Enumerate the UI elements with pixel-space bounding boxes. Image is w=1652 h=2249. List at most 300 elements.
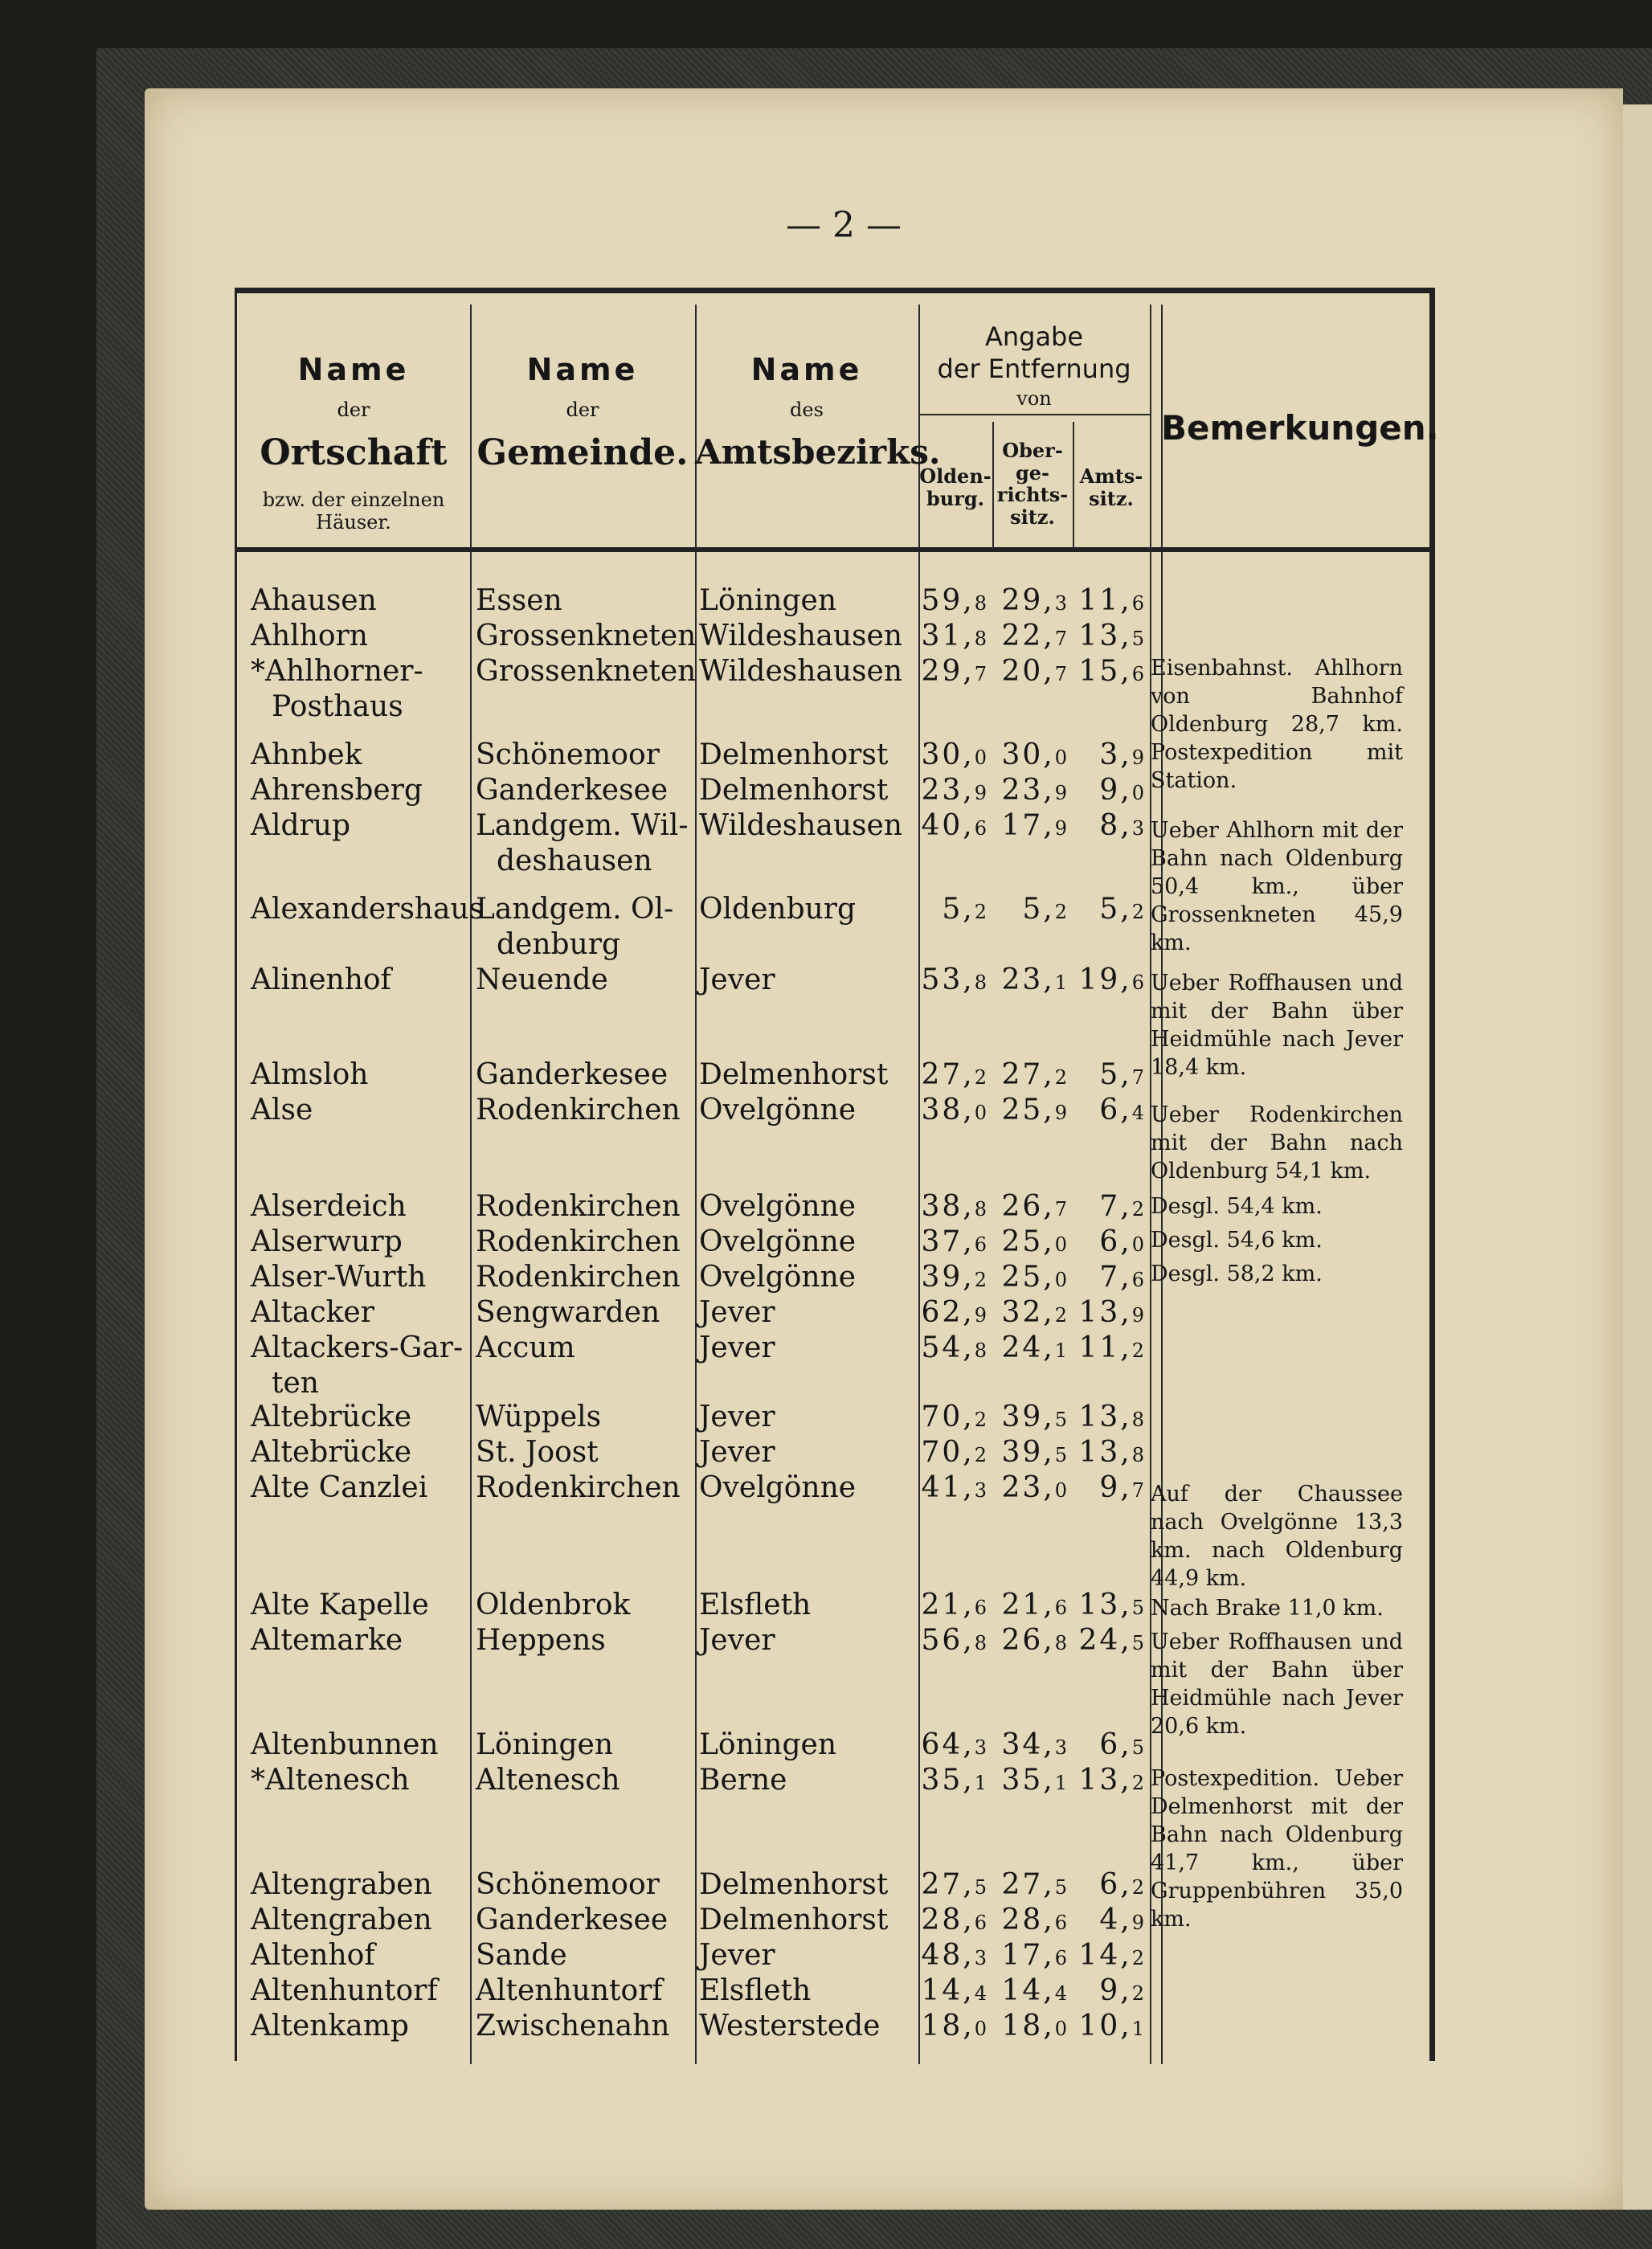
- distance-integer: 5,: [942, 893, 975, 926]
- distance-integer: 18,: [1001, 2010, 1055, 2043]
- distance-integer: 13,: [1078, 1436, 1132, 1469]
- amtsbezirk-cell: Elsfleth: [699, 1974, 812, 2007]
- distance-decimal: 1: [1131, 2018, 1144, 2040]
- ortschaft-cell: Altengraben: [251, 1903, 432, 1936]
- distance-decimal: 1: [1054, 1772, 1067, 1794]
- distance-integer: 39,: [1001, 1401, 1055, 1433]
- distance-integer: 6,: [1099, 1094, 1132, 1127]
- distance-integer: 41,: [921, 1471, 975, 1504]
- distance-decimal: 5: [1131, 1632, 1144, 1654]
- distance-decimal: 1: [1054, 971, 1067, 994]
- distance-decimal: 4: [1054, 1982, 1067, 2005]
- distance-decimal: 6: [1131, 663, 1144, 685]
- gemeinde-cell: Schönemoor: [476, 738, 660, 771]
- ortschaft-cell: *Altenesch: [251, 1764, 410, 1797]
- ortschaft-cell: Alexandershaus: [251, 893, 485, 926]
- distance-amtssitz-cell: [1032, 1435, 1144, 1473]
- distance-amtssitz-cell: [1032, 654, 1144, 692]
- distance-integer: 21,: [1001, 1589, 1055, 1621]
- remark-cell: Desgl. 58,2 km.: [1151, 1261, 1323, 1286]
- distance-decimal: 2: [974, 1444, 987, 1466]
- amtsbezirk-cell: Jever: [699, 1296, 775, 1329]
- gemeinde-cell: Zwischenahn: [476, 2010, 670, 2043]
- ortschaft-cell: Altengraben: [251, 1868, 432, 1901]
- gemeinde-cell: Sengwarden: [476, 1296, 660, 1329]
- distance-amtssitz-cell: [1032, 1903, 1144, 1940]
- amtsbezirk-cell: Jever: [699, 1401, 775, 1433]
- distance-integer: 70,: [921, 1401, 975, 1433]
- header-amt-des: des: [790, 399, 824, 421]
- gemeinde-cell: Schönemoor: [476, 1868, 660, 1901]
- distance-integer: 5,: [1022, 893, 1055, 926]
- distance-amtssitz-cell: [1032, 1093, 1144, 1131]
- distance-decimal: 2: [974, 1409, 987, 1431]
- distance-decimal: 2: [1054, 901, 1067, 923]
- distance-integer: 53,: [921, 963, 975, 996]
- distance-decimal: 7: [1054, 663, 1067, 685]
- gemeinde-cell: Grossenkneten: [476, 619, 697, 652]
- amtsbezirk-cell: Elsfleth: [699, 1589, 812, 1621]
- distance-amtssitz-cell: [1032, 1763, 1144, 1801]
- distance-integer: 27,: [921, 1868, 975, 1901]
- header-distance-line2: der Entfernung: [937, 354, 1131, 384]
- ortschaft-cell: Alser-Wurth: [251, 1261, 427, 1294]
- distance-amtssitz-cell: [1032, 1400, 1144, 1437]
- distance-integer: 14,: [1001, 1974, 1055, 2007]
- ortschaft-cell: Altebrücke: [251, 1436, 412, 1469]
- distance-integer: 26,: [1001, 1190, 1055, 1223]
- distance-decimal: 6: [974, 817, 987, 840]
- distance-decimal: 8: [974, 592, 987, 615]
- distance-decimal: 2: [1131, 901, 1144, 923]
- amtsbezirk-cell: Löningen: [699, 1728, 836, 1761]
- distance-decimal: 5: [974, 1876, 987, 1899]
- distance-integer: 24,: [1001, 1331, 1055, 1364]
- distance-integer: 70,: [921, 1436, 975, 1469]
- distance-integer: 28,: [1001, 1903, 1055, 1936]
- header-distance-von: von: [1016, 387, 1052, 410]
- distance-decimal: 5: [1131, 628, 1144, 650]
- distance-amtssitz-cell: [1032, 1938, 1144, 1976]
- distance-decimal: 0: [1054, 746, 1067, 769]
- distance-integer: 54,: [921, 1331, 975, 1364]
- distance-decimal: 9: [1054, 817, 1067, 840]
- amtsbezirk-cell: Ovelgönne: [699, 1471, 857, 1504]
- distance-decimal: 9: [1131, 746, 1144, 769]
- distance-integer: 5,: [1099, 1058, 1132, 1091]
- distance-integer: 6,: [1099, 1868, 1132, 1901]
- distance-decimal: 2: [1131, 1876, 1144, 1899]
- distance-integer: 27,: [1001, 1868, 1055, 1901]
- remark-cell: Desgl. 54,6 km.: [1151, 1228, 1323, 1253]
- distance-decimal: 4: [1131, 1102, 1144, 1124]
- distance-integer: 17,: [1001, 809, 1055, 842]
- amtsbezirk-cell: Jever: [699, 963, 775, 996]
- distance-decimal: 3: [974, 1479, 987, 1502]
- distance-integer: 32,: [1001, 1296, 1055, 1329]
- distance-integer: 26,: [1001, 1624, 1055, 1657]
- ortschaft-cell: Alte Kapelle: [251, 1589, 429, 1621]
- header-gemeinde-der: der: [566, 399, 599, 421]
- amtsbezirk-cell: Berne: [699, 1764, 787, 1797]
- distance-integer: 56,: [921, 1624, 975, 1657]
- distance-decimal: 6: [974, 1597, 987, 1619]
- distance-decimal: 8: [974, 1198, 987, 1221]
- distance-integer: 18,: [921, 2010, 975, 2043]
- distance-decimal: 5: [1054, 1876, 1067, 1899]
- distance-amtssitz-cell: [1032, 1470, 1144, 1508]
- distance-integer: 9,: [1099, 1471, 1132, 1504]
- distance-integer: 25,: [1001, 1225, 1055, 1258]
- distance-integer: 17,: [1001, 1939, 1055, 1972]
- gemeinde-cell: Rodenkirchen: [476, 1261, 681, 1294]
- distance-decimal: 7: [1054, 1198, 1067, 1221]
- distance-decimal: 0: [974, 1102, 987, 1124]
- distance-amtssitz-cell: [1032, 1331, 1144, 1368]
- distance-amtssitz-cell: [1032, 2009, 1144, 2047]
- header-distance-line1: Angabe: [984, 321, 1084, 352]
- distance-amtssitz-cell: [1032, 1225, 1144, 1262]
- distance-decimal: 0: [1054, 1233, 1067, 1256]
- distance-decimal: 9: [1054, 782, 1067, 804]
- distance-integer: 6,: [1099, 1728, 1132, 1761]
- ortschaft-cell: Aldrup: [251, 809, 350, 842]
- distance-integer: 23,: [1001, 1471, 1055, 1504]
- distance-amtssitz-cell: [1032, 1057, 1144, 1095]
- distance-decimal: 5: [1131, 1736, 1144, 1759]
- remark-cell: Desgl. 54,4 km.: [1151, 1194, 1323, 1219]
- gemeinde-cell-continued: deshausen: [497, 844, 652, 877]
- distance-decimal: 2: [1131, 1339, 1144, 1362]
- distance-integer: 38,: [921, 1094, 975, 1127]
- gemeinde-cell: Altenhuntorf: [476, 1974, 663, 2007]
- amtsbezirk-cell: Wildeshausen: [699, 809, 903, 842]
- ortschaft-cell: Ahlhorn: [251, 619, 368, 652]
- amtsbezirk-cell: Jever: [699, 1331, 775, 1364]
- ortschaft-cell: Ahrensberg: [251, 774, 423, 807]
- gemeinde-cell: Neuende: [476, 963, 608, 996]
- distance-integer: 19,: [1078, 963, 1132, 996]
- amtsbezirk-cell: Ovelgönne: [699, 1190, 857, 1223]
- distance-amtssitz-cell: [1032, 1295, 1144, 1333]
- header-distance-obergericht: Ober- ge- richts- sitz.: [996, 439, 1069, 529]
- gemeinde-cell: St. Joost: [476, 1436, 599, 1469]
- gemeinde-cell: Ganderkesee: [476, 1058, 669, 1091]
- distance-decimal: 5: [1131, 1597, 1144, 1619]
- distance-integer: 25,: [1001, 1094, 1055, 1127]
- page-number: — 2 —: [786, 205, 902, 246]
- distance-decimal: 6: [1054, 1597, 1067, 1619]
- distance-decimal: 5: [1054, 1409, 1067, 1431]
- amtsbezirk-cell: Delmenhorst: [699, 738, 889, 771]
- distance-decimal: 9: [974, 782, 987, 804]
- distance-decimal: 0: [1054, 1479, 1067, 1502]
- distance-integer: 23,: [1001, 963, 1055, 996]
- gemeinde-cell-continued: denburg: [497, 928, 621, 961]
- gemeinde-cell: Löningen: [476, 1728, 613, 1761]
- gemeinde-cell: Heppens: [476, 1624, 606, 1657]
- distance-integer: 11,: [1078, 1331, 1132, 1364]
- amtsbezirk-cell: Delmenhorst: [699, 774, 889, 807]
- ortschaft-cell: Altacker: [251, 1296, 374, 1329]
- distance-decimal: 0: [1131, 782, 1144, 804]
- distance-integer: 21,: [921, 1589, 975, 1621]
- distance-integer: 13,: [1078, 1764, 1132, 1797]
- distance-amtssitz-cell: [1032, 808, 1144, 846]
- header-subdivider: [918, 414, 1150, 415]
- distance-amtssitz-cell: [1032, 1189, 1144, 1227]
- distance-integer: 14,: [1078, 1939, 1132, 1972]
- distance-integer: 39,: [921, 1261, 975, 1294]
- distance-integer: 39,: [1001, 1436, 1055, 1469]
- distance-decimal: 6: [1054, 1912, 1067, 1934]
- ortschaft-cell: Altenkamp: [251, 2010, 409, 2043]
- distance-decimal: 6: [1131, 1269, 1144, 1291]
- ortschaft-cell: Altebrücke: [251, 1401, 412, 1433]
- distance-integer: 29,: [921, 655, 975, 688]
- ortschaft-cell: Alte Canzlei: [251, 1471, 428, 1504]
- distance-decimal: 3: [974, 1947, 987, 1969]
- ortschaft-cell: Altenhof: [251, 1939, 375, 1972]
- distance-decimal: 2: [974, 1066, 987, 1089]
- distance-integer: 34,: [1001, 1728, 1055, 1761]
- ortschaft-cell: Altenbunnen: [251, 1728, 439, 1761]
- distance-decimal: 6: [1131, 971, 1144, 994]
- distance-integer: 14,: [921, 1974, 975, 2007]
- distance-decimal: 3: [974, 1736, 987, 1759]
- ortschaft-cell: Altenhuntorf: [251, 1974, 438, 2007]
- distance-decimal: 0: [1054, 2018, 1067, 2040]
- header-gemeinde-name: Name: [526, 352, 639, 387]
- amtsbezirk-cell: Ovelgönne: [699, 1261, 857, 1294]
- distance-decimal: 2: [974, 1269, 987, 1291]
- distance-decimal: 6: [974, 1912, 987, 1934]
- distance-decimal: 3: [1054, 592, 1067, 615]
- remark-cell: Nach Brake 11,0 km.: [1151, 1596, 1384, 1621]
- table-header: [237, 305, 1439, 552]
- distance-decimal: 2: [974, 901, 987, 923]
- gemeinde-cell: Rodenkirchen: [476, 1190, 681, 1223]
- remark-cell: Ueber Roffhausen und mit der Bahn über Heidmühle nach Jever 18,4 km.: [1151, 971, 1403, 1080]
- gemeinde-cell: Accum: [476, 1331, 575, 1364]
- distance-integer: 35,: [1001, 1764, 1055, 1797]
- gemeinde-cell: Landgem. Wil-: [476, 809, 689, 842]
- distance-integer: 48,: [921, 1939, 975, 1972]
- ortschaft-cell: Almsloh: [251, 1058, 369, 1091]
- header-ort-title: Ortschaft: [260, 432, 448, 473]
- gemeinde-cell: Essen: [476, 584, 562, 617]
- amtsbezirk-cell: Wildeshausen: [699, 619, 903, 652]
- distance-integer: 64,: [921, 1728, 975, 1761]
- ortschaft-cell: Alse: [251, 1094, 313, 1127]
- distance-amtssitz-cell: [1032, 1728, 1144, 1765]
- distance-integer: 6,: [1099, 1225, 1132, 1258]
- distance-decimal: 8: [974, 1339, 987, 1362]
- distance-decimal: 9: [1054, 1102, 1067, 1124]
- gemeinde-cell: Altenesch: [476, 1764, 620, 1797]
- ortschaft-cell: Alinenhof: [251, 963, 391, 996]
- gemeinde-cell: Rodenkirchen: [476, 1225, 681, 1258]
- remark-cell: Auf der Chaussee nach Ovelgönne 13,3 km. nach Oldenburg 44,9 km.: [1151, 1482, 1403, 1591]
- distance-decimal: 3: [1054, 1736, 1067, 1759]
- distance-integer: 7,: [1099, 1261, 1132, 1294]
- distance-integer: 37,: [921, 1225, 975, 1258]
- distance-integer: 28,: [921, 1903, 975, 1936]
- distance-decimal: 6: [974, 1233, 987, 1256]
- distance-integer: 11,: [1078, 584, 1132, 617]
- distance-integer: 27,: [1001, 1058, 1055, 1091]
- ortschaft-cell: Altemarke: [251, 1624, 403, 1657]
- distance-decimal: 7: [1131, 1066, 1144, 1089]
- distance-decimal: 6: [1054, 1947, 1067, 1969]
- distance-amtssitz-cell: [1032, 1260, 1144, 1298]
- distance-decimal: 0: [1054, 1269, 1067, 1291]
- amtsbezirk-cell: Ovelgönne: [699, 1225, 857, 1258]
- distance-integer: 35,: [921, 1764, 975, 1797]
- amtsbezirk-cell: Delmenhorst: [699, 1058, 889, 1091]
- gemeinde-cell: Rodenkirchen: [476, 1094, 681, 1127]
- distance-decimal: 0: [974, 746, 987, 769]
- distance-decimal: 2: [1131, 1772, 1144, 1794]
- distance-decimal: 2: [1054, 1304, 1067, 1327]
- header-ort-der: der: [337, 399, 370, 421]
- distance-decimal: 8: [1054, 1632, 1067, 1654]
- distance-decimal: 0: [974, 2018, 987, 2040]
- distance-amtssitz-cell: [1032, 1973, 1144, 2011]
- distance-decimal: 8: [974, 1632, 987, 1654]
- distance-integer: 9,: [1099, 1974, 1132, 2007]
- distance-amtssitz-cell: [1032, 1623, 1144, 1661]
- gemeinde-cell: Ganderkesee: [476, 1903, 669, 1936]
- distance-decimal: 1: [1054, 1339, 1067, 1362]
- distance-integer: 59,: [921, 584, 975, 617]
- distance-amtssitz-cell: [1032, 619, 1144, 656]
- ortschaft-cell: Ahnbek: [251, 738, 362, 771]
- gemeinde-cell: Grossenkneten: [476, 655, 697, 688]
- distance-decimal: 2: [1131, 1982, 1144, 2005]
- amtsbezirk-cell: Wildeshausen: [699, 655, 903, 688]
- remark-cell: Ueber Ahlhorn mit der Bahn nach Oldenburg 50,4 km., über Grossenkneten 45,9 km.: [1151, 818, 1403, 955]
- distance-decimal: 8: [974, 628, 987, 650]
- distance-decimal: 9: [974, 1304, 987, 1327]
- amtsbezirk-cell: Jever: [699, 1436, 775, 1469]
- distance-amtssitz-cell: [1032, 1588, 1144, 1625]
- distance-integer: 5,: [1099, 893, 1132, 926]
- amtsbezirk-cell: Jever: [699, 1939, 775, 1972]
- distance-integer: 25,: [1001, 1261, 1055, 1294]
- gemeinde-cell: Ganderkesee: [476, 774, 669, 807]
- distance-decimal: 0: [1131, 1233, 1144, 1256]
- amtsbezirk-cell: Delmenhorst: [699, 1868, 889, 1901]
- distance-integer: 30,: [921, 738, 975, 771]
- amtsbezirk-cell: Ovelgönne: [699, 1094, 857, 1127]
- distance-integer: 27,: [921, 1058, 975, 1091]
- remark-cell: Eisenbahnst. Ahlhorn von Bahnhof Oldenburg 28,7 km. Postexpedition mit Station.: [1151, 656, 1403, 793]
- distance-decimal: 5: [1054, 1444, 1067, 1466]
- distance-integer: 9,: [1099, 774, 1132, 807]
- gemeinde-cell: Oldenbrok: [476, 1589, 631, 1621]
- remark-cell: Postexpedition. Ueber Delmenhorst mit der Bahn nach Oldenburg 41,7 km., über Gruppenbühren 35,0 km.: [1151, 1766, 1403, 1932]
- distance-integer: 13,: [1078, 619, 1132, 652]
- header-distance-oldenburg: Olden- burg.: [919, 464, 992, 510]
- distance-amtssitz-cell: [1032, 1867, 1144, 1905]
- distance-integer: 13,: [1078, 1589, 1132, 1621]
- distance-decimal: 6: [1131, 592, 1144, 615]
- distance-decimal: 7: [1131, 1479, 1144, 1502]
- amtsbezirk-cell: Jever: [699, 1624, 775, 1657]
- distance-integer: 31,: [921, 619, 975, 652]
- header-ort-name: Name: [297, 352, 410, 387]
- ortschaft-cell: Alserwurp: [251, 1225, 403, 1258]
- distance-integer: 23,: [921, 774, 975, 807]
- distance-decimal: 7: [1054, 628, 1067, 650]
- distance-integer: 13,: [1078, 1401, 1132, 1433]
- distance-decimal: 2: [1054, 1066, 1067, 1089]
- distance-integer: 4,: [1099, 1903, 1132, 1936]
- header-remarks: Bemerkungen.: [1161, 408, 1439, 448]
- distance-integer: 8,: [1099, 809, 1132, 842]
- distance-decimal: 4: [974, 1982, 987, 2005]
- distance-amtssitz-cell: [1032, 773, 1144, 811]
- distance-decimal: 2: [1131, 1198, 1144, 1221]
- distance-integer: 24,: [1078, 1624, 1132, 1657]
- column-divider: [470, 305, 472, 2064]
- distance-amtssitz-cell: [1032, 738, 1144, 775]
- distance-decimal: 3: [1131, 817, 1144, 840]
- distance-integer: 38,: [921, 1190, 975, 1223]
- distance-integer: 10,: [1078, 2010, 1132, 2043]
- amtsbezirk-cell: Westerstede: [699, 2010, 881, 2043]
- distance-amtssitz-cell: [1032, 892, 1144, 930]
- ortschaft-cell-continued: ten: [272, 1367, 319, 1400]
- distance-decimal: 2: [1131, 1947, 1144, 1969]
- remark-cell: Ueber Roffhausen und mit der Bahn über Heidmühle nach Jever 20,6 km.: [1151, 1630, 1403, 1739]
- gemeinde-cell: Wüppels: [476, 1401, 602, 1433]
- distance-integer: 30,: [1001, 738, 1055, 771]
- ortschaft-cell: Altackers-Gar-: [251, 1331, 464, 1364]
- header-amt-title: Amtsbezirks.: [695, 432, 941, 472]
- distance-decimal: 1: [974, 1772, 987, 1794]
- amtsbezirk-cell: Oldenburg: [699, 893, 857, 926]
- distance-amtssitz-cell: [1032, 583, 1144, 621]
- distance-amtssitz-cell: [1032, 963, 1144, 1000]
- amtsbezirk-cell: Delmenhorst: [699, 1903, 889, 1936]
- distance-decimal: 7: [974, 663, 987, 685]
- distance-integer: 3,: [1099, 738, 1132, 771]
- distance-integer: 22,: [1001, 619, 1055, 652]
- distance-integer: 23,: [1001, 774, 1055, 807]
- distance-integer: 15,: [1078, 655, 1132, 688]
- distance-integer: 40,: [921, 809, 975, 842]
- remark-cell: Ueber Rodenkirchen mit der Bahn nach Oldenburg 54,1 km.: [1151, 1102, 1403, 1184]
- header-distance-amtssitz: Amts- sitz.: [1079, 464, 1143, 510]
- ortschaft-cell: Alserdeich: [251, 1190, 407, 1223]
- header-gemeinde-title: Gemeinde.: [476, 432, 689, 473]
- column-divider: [695, 305, 697, 2064]
- ortschaft-cell-continued: Posthaus: [272, 690, 403, 723]
- ortschaft-cell: *Ahlhorner-: [251, 655, 423, 688]
- distance-integer: 13,: [1078, 1296, 1132, 1329]
- amtsbezirk-cell: Löningen: [699, 584, 836, 617]
- distance-decimal: 8: [1131, 1444, 1144, 1466]
- ortschaft-cell: Ahausen: [251, 584, 377, 617]
- distance-decimal: 8: [974, 971, 987, 994]
- gemeinde-cell: Rodenkirchen: [476, 1471, 681, 1504]
- header-amt-name: Name: [750, 352, 863, 387]
- header-ort-sub: bzw. der einzelnen Häuser.: [262, 489, 445, 534]
- distance-decimal: 9: [1131, 1304, 1144, 1327]
- distance-integer: 62,: [921, 1296, 975, 1329]
